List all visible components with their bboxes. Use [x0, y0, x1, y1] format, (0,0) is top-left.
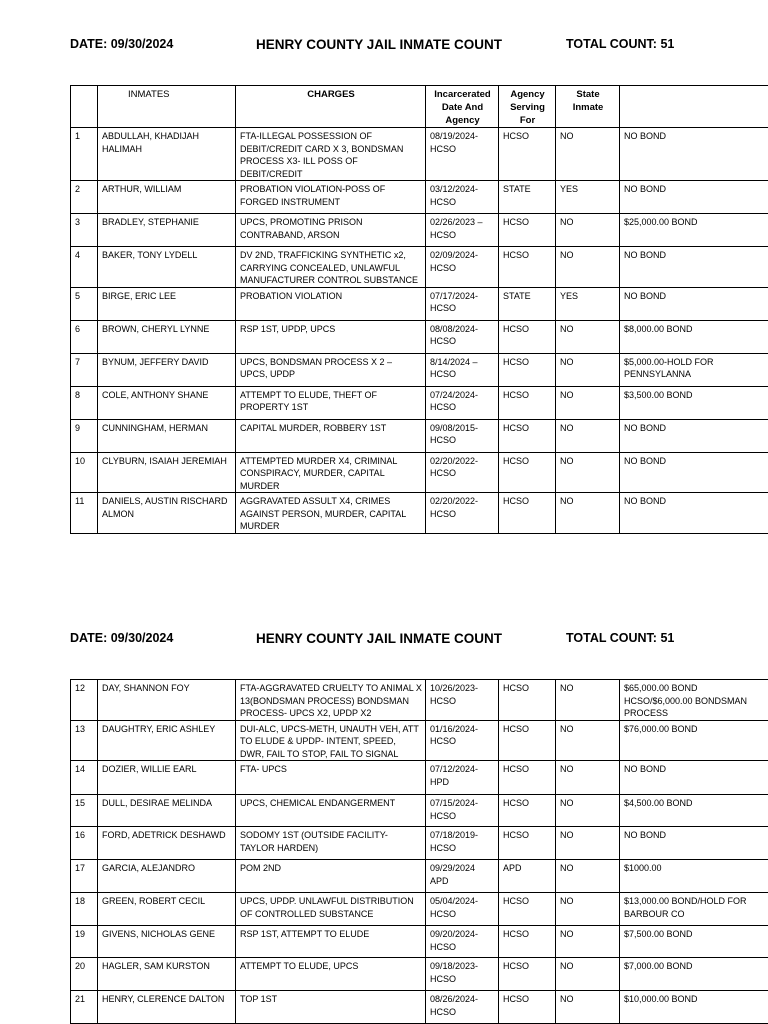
- charges-cell: CAPITAL MURDER, ROBBERY 1ST: [236, 419, 426, 452]
- page-header-2: [0, 631, 768, 655]
- row-number: 20: [71, 958, 98, 991]
- agency-cell: HCSO: [499, 991, 556, 1024]
- charges-cell: TOP 1ST: [236, 991, 426, 1024]
- bond-cell: NO BOND: [620, 452, 768, 493]
- row-number: 21: [71, 991, 98, 1024]
- table-row: [71, 893, 768, 926]
- charges-cell: UPCS, CHEMICAL ENDANGERMENT: [236, 795, 426, 827]
- row-number: 14: [71, 761, 98, 795]
- agency-cell: APD: [499, 860, 556, 893]
- inmate-name: ABDULLAH, KHADIJAH HALIMAH: [98, 128, 236, 181]
- col-charges-header: CHARGES: [236, 86, 426, 128]
- incarcerated-cell: 07/12/2024-HPD: [426, 761, 499, 795]
- inmate-name: DAUGHTRY, ERIC ASHLEY: [98, 720, 236, 761]
- charges-cell: FTA- UPCS: [236, 761, 426, 795]
- agency-cell: HCSO: [499, 247, 556, 288]
- row-number: 9: [71, 419, 98, 452]
- inmate-name: HAGLER, SAM KURSTON: [98, 958, 236, 991]
- charges-cell: ATTEMPT TO ELUDE, UPCS: [236, 958, 426, 991]
- incarcerated-cell: 02/20/2022-HCSO: [426, 493, 499, 534]
- report-title: HENRY COUNTY JAIL INMATE COUNT: [256, 631, 503, 646]
- state-inmate-cell: NO: [556, 827, 620, 860]
- incarcerated-cell: 02/20/2022-HCSO: [426, 452, 499, 493]
- row-number: 7: [71, 353, 98, 386]
- incarcerated-cell: 02/26/2023 – HCSO: [426, 214, 499, 247]
- inmate-table-page-2: [70, 679, 768, 1024]
- table-row: [71, 353, 768, 386]
- table-row: [71, 680, 768, 721]
- incarcerated-cell: 09/18/2023-HCSO: [426, 958, 499, 991]
- state-inmate-cell: NO: [556, 761, 620, 795]
- state-inmate-cell: NO: [556, 128, 620, 181]
- table-row: [71, 827, 768, 860]
- bond-cell: $4,500.00 BOND: [620, 795, 768, 827]
- charges-cell: SODOMY 1ST (OUTSIDE FACILITY-TAYLOR HARDEN): [236, 827, 426, 860]
- state-inmate-cell: NO: [556, 926, 620, 958]
- row-number: 12: [71, 680, 98, 721]
- state-inmate-cell: YES: [556, 287, 620, 320]
- inmate-name: CLYBURN, ISAIAH JEREMIAH: [98, 452, 236, 493]
- charges-cell: ATTEMPT TO ELUDE, THEFT OF PROPERTY 1ST: [236, 386, 426, 419]
- row-number: 10: [71, 452, 98, 493]
- bond-cell: $7,000.00 BOND: [620, 958, 768, 991]
- state-inmate-cell: NO: [556, 991, 620, 1024]
- bond-cell: $10,000.00 BOND: [620, 991, 768, 1024]
- incarcerated-cell: 01/16/2024-HCSO: [426, 720, 499, 761]
- incarcerated-cell: 05/04/2024-HCSO: [426, 893, 499, 926]
- incarcerated-cell: 07/18/2019-HCSO: [426, 827, 499, 860]
- table-row: [71, 181, 768, 214]
- agency-cell: HCSO: [499, 958, 556, 991]
- bond-cell: $25,000.00 BOND: [620, 214, 768, 247]
- row-number: 1: [71, 128, 98, 181]
- col-state-header: State Inmate: [556, 86, 620, 128]
- incarcerated-cell: 08/19/2024-HCSO: [426, 128, 499, 181]
- table-row: [71, 761, 768, 795]
- agency-cell: HCSO: [499, 452, 556, 493]
- page-header-1: [0, 37, 768, 61]
- incarcerated-cell: 07/15/2024-HCSO: [426, 795, 499, 827]
- inmate-name: ARTHUR, WILLIAM: [98, 181, 236, 214]
- state-inmate-cell: NO: [556, 386, 620, 419]
- agency-cell: HCSO: [499, 386, 556, 419]
- table-row: [71, 720, 768, 761]
- state-inmate-cell: NO: [556, 680, 620, 721]
- state-inmate-cell: NO: [556, 214, 620, 247]
- table-body-page-2: [71, 680, 768, 1024]
- inmate-name: BRADLEY, STEPHANIE: [98, 214, 236, 247]
- agency-cell: STATE: [499, 287, 556, 320]
- inmate-name: HENRY, CLERENCE DALTON: [98, 991, 236, 1024]
- table-row: [71, 452, 768, 493]
- report-date: DATE: 09/30/2024: [70, 37, 174, 51]
- agency-cell: HCSO: [499, 493, 556, 534]
- charges-cell: RSP 1ST, ATTEMPT TO ELUDE: [236, 926, 426, 958]
- row-number: 11: [71, 493, 98, 534]
- bond-cell: NO BOND: [620, 761, 768, 795]
- table-header-row: [71, 86, 768, 128]
- bond-cell: $13,000.00 BOND/HOLD FOR BARBOUR CO: [620, 893, 768, 926]
- table-row: [71, 214, 768, 247]
- agency-cell: HCSO: [499, 680, 556, 721]
- table-row: [71, 493, 768, 534]
- col-agency-header: Agency Serving For: [499, 86, 556, 128]
- inmate-name: BIRGE, ERIC LEE: [98, 287, 236, 320]
- table-row: [71, 991, 768, 1024]
- row-number: 16: [71, 827, 98, 860]
- inmate-name: FORD, ADETRICK DESHAWD: [98, 827, 236, 860]
- table-row: [71, 128, 768, 181]
- state-inmate-cell: NO: [556, 860, 620, 893]
- incarcerated-cell: 10/26/2023-HCSO: [426, 680, 499, 721]
- state-inmate-cell: NO: [556, 720, 620, 761]
- inmate-name: DANIELS, AUSTIN RISCHARD ALMON: [98, 493, 236, 534]
- bond-cell: $1000.00: [620, 860, 768, 893]
- inmate-name: DULL, DESIRAE MELINDA: [98, 795, 236, 827]
- incarcerated-cell: 8/14/2024 – HCSO: [426, 353, 499, 386]
- bond-cell: $65,000.00 BOND HCSO/$6,000.00 BONDSMAN PROCESS: [620, 680, 768, 721]
- incarcerated-cell: 09/20/2024-HCSO: [426, 926, 499, 958]
- agency-cell: HCSO: [499, 419, 556, 452]
- charges-cell: FTA-ILLEGAL POSSESSION OF DEBIT/CREDIT CARD X 3, BONDSMAN PROCESS X3- ILL POSS OF DEBIT/CREDIT: [236, 128, 426, 181]
- table-row: [71, 320, 768, 353]
- charges-cell: RSP 1ST, UPDP, UPCS: [236, 320, 426, 353]
- agency-cell: HCSO: [499, 893, 556, 926]
- state-inmate-cell: NO: [556, 353, 620, 386]
- row-number: 5: [71, 287, 98, 320]
- inmate-name: GIVENS, NICHOLAS GENE: [98, 926, 236, 958]
- state-inmate-cell: NO: [556, 958, 620, 991]
- state-inmate-cell: YES: [556, 181, 620, 214]
- inmate-name: BROWN, CHERYL LYNNE: [98, 320, 236, 353]
- incarcerated-cell: 09/29/2024 APD: [426, 860, 499, 893]
- incarcerated-cell: 07/24/2024-HCSO: [426, 386, 499, 419]
- row-number: 4: [71, 247, 98, 288]
- row-number: 2: [71, 181, 98, 214]
- charges-cell: FTA-AGGRAVATED CRUELTY TO ANIMAL X 13(BONDSMAN PROCESS) BONDSMAN PROCESS- UPCS X2, UPDP X2: [236, 680, 426, 721]
- incarcerated-cell: 03/12/2024-HCSO: [426, 181, 499, 214]
- bond-cell: $76,000.00 BOND: [620, 720, 768, 761]
- inmate-name: GARCIA, ALEJANDRO: [98, 860, 236, 893]
- inmate-name: DOZIER, WILLIE EARL: [98, 761, 236, 795]
- agency-cell: HCSO: [499, 827, 556, 860]
- agency-cell: HCSO: [499, 353, 556, 386]
- row-number: 13: [71, 720, 98, 761]
- row-number: 8: [71, 386, 98, 419]
- agency-cell: HCSO: [499, 720, 556, 761]
- charges-cell: UPCS, UPDP. UNLAWFUL DISTRIBUTION OF CONTROLLED SUBSTANCE: [236, 893, 426, 926]
- charges-cell: UPCS, PROMOTING PRISON CONTRABAND, ARSON: [236, 214, 426, 247]
- bond-cell: NO BOND: [620, 247, 768, 288]
- row-number: 19: [71, 926, 98, 958]
- total-count: TOTAL COUNT: 51: [566, 37, 675, 51]
- table-row: [71, 386, 768, 419]
- agency-cell: HCSO: [499, 320, 556, 353]
- bond-cell: NO BOND: [620, 493, 768, 534]
- row-number: 17: [71, 860, 98, 893]
- bond-cell: NO BOND: [620, 128, 768, 181]
- incarcerated-cell: 02/09/2024-HCSO: [426, 247, 499, 288]
- state-inmate-cell: NO: [556, 247, 620, 288]
- state-inmate-cell: NO: [556, 452, 620, 493]
- table-row: [71, 958, 768, 991]
- inmate-table-page-1: [70, 85, 768, 534]
- bond-cell: NO BOND: [620, 287, 768, 320]
- state-inmate-cell: NO: [556, 893, 620, 926]
- table-row: [71, 287, 768, 320]
- bond-cell: $7,500.00 BOND: [620, 926, 768, 958]
- charges-cell: DV 2ND, TRAFFICKING SYNTHETIC x2, CARRYING CONCEALED, UNLAWFUL MANUFACTURER CONTROL SUBSTANCE: [236, 247, 426, 288]
- state-inmate-cell: NO: [556, 320, 620, 353]
- inmate-name: BYNUM, JEFFERY DAVID: [98, 353, 236, 386]
- agency-cell: HCSO: [499, 128, 556, 181]
- charges-cell: UPCS, BONDSMAN PROCESS X 2 – UPCS, UPDP: [236, 353, 426, 386]
- col-inmates-header: INMATES: [98, 86, 236, 128]
- bond-cell: $3,500.00 BOND: [620, 386, 768, 419]
- incarcerated-cell: 08/08/2024-HCSO: [426, 320, 499, 353]
- bond-cell: $5,000.00-HOLD FOR PENNSYLANNA: [620, 353, 768, 386]
- incarcerated-cell: 09/08/2015-HCSO: [426, 419, 499, 452]
- charges-cell: PROBATION VIOLATION: [236, 287, 426, 320]
- inmate-name: DAY, SHANNON FOY: [98, 680, 236, 721]
- inmate-name: GREEN, ROBERT CECIL: [98, 893, 236, 926]
- charges-cell: POM 2ND: [236, 860, 426, 893]
- table-row: [71, 860, 768, 893]
- table-row: [71, 247, 768, 288]
- inmate-name: BAKER, TONY LYDELL: [98, 247, 236, 288]
- agency-cell: HCSO: [499, 214, 556, 247]
- row-number: 6: [71, 320, 98, 353]
- charges-cell: ATTEMPTED MURDER X4, CRIMINAL CONSPIRACY, MURDER, CAPITAL MURDER: [236, 452, 426, 493]
- inmate-name: CUNNINGHAM, HERMAN: [98, 419, 236, 452]
- report-title: HENRY COUNTY JAIL INMATE COUNT: [256, 37, 503, 52]
- bond-cell: NO BOND: [620, 419, 768, 452]
- bond-cell: NO BOND: [620, 827, 768, 860]
- row-number: 3: [71, 214, 98, 247]
- col-incarcerated-header: Incarcerated Date And Agency: [426, 86, 499, 128]
- report-date: DATE: 09/30/2024: [70, 631, 174, 645]
- incarcerated-cell: 08/26/2024-HCSO: [426, 991, 499, 1024]
- table-row: [71, 926, 768, 958]
- charges-cell: AGGRAVATED ASSULT X4, CRIMES AGAINST PERSON, MURDER, CAPITAL MURDER: [236, 493, 426, 534]
- state-inmate-cell: NO: [556, 419, 620, 452]
- table-row: [71, 419, 768, 452]
- agency-cell: HCSO: [499, 926, 556, 958]
- state-inmate-cell: NO: [556, 795, 620, 827]
- row-number: 15: [71, 795, 98, 827]
- table-row: [71, 795, 768, 827]
- bond-cell: $8,000.00 BOND: [620, 320, 768, 353]
- col-bond-header: [620, 86, 768, 128]
- inmate-name: COLE, ANTHONY SHANE: [98, 386, 236, 419]
- agency-cell: HCSO: [499, 795, 556, 827]
- row-number: 18: [71, 893, 98, 926]
- agency-cell: STATE: [499, 181, 556, 214]
- charges-cell: DUI-ALC, UPCS-METH, UNAUTH VEH, ATT TO ELUDE & UPDP- INTENT, SPEED, DWR, FAIL TO STOP, FAIL TO SIGNAL: [236, 720, 426, 761]
- state-inmate-cell: NO: [556, 493, 620, 534]
- incarcerated-cell: 07/17/2024-HCSO: [426, 287, 499, 320]
- col-number-header: [71, 86, 98, 128]
- bond-cell: NO BOND: [620, 181, 768, 214]
- table-body-page-1: [71, 128, 768, 534]
- agency-cell: HCSO: [499, 761, 556, 795]
- total-count: TOTAL COUNT: 51: [566, 631, 675, 645]
- charges-cell: PROBATION VIOLATION-POSS OF FORGED INSTRUMENT: [236, 181, 426, 214]
